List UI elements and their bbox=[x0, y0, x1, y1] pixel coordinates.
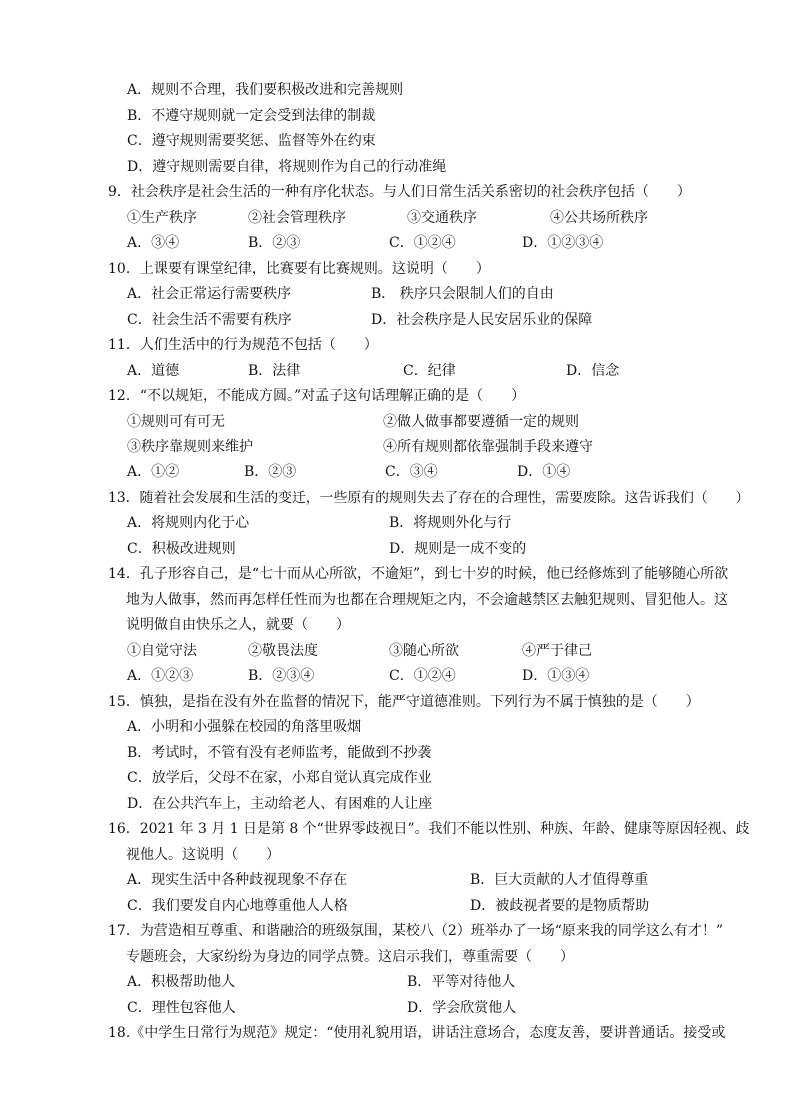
q16-stem-line-2: 视他人。这说明（ ） bbox=[126, 847, 280, 863]
q9-item-4: ④公共场所秩序 bbox=[550, 210, 648, 226]
q16-option-b: B．巨大贡献的人才值得尊重 bbox=[470, 872, 649, 888]
q17-option-d: D．学会欣赏他人 bbox=[407, 1000, 517, 1016]
q17-stem-line-2: 专题班会，大家纷纷为身边的同学点赞。这启示我们，尊重需要（ ） bbox=[126, 949, 574, 965]
q16-option-c: C．我们要发自内心地尊重他人人格 bbox=[127, 898, 348, 914]
q12-options bbox=[127, 462, 727, 482]
q13-stem: 13．随着社会发展和生活的变迁，一些原有的规则失去了存在的合理性，需要废除。这告诉我们（ ） bbox=[108, 490, 750, 506]
q15-option-b: B．考试时，不管有没有老师监考，能做到不抄袭 bbox=[127, 745, 432, 761]
q14-stem-line-3: 说明做自由快乐之人，就要（ ） bbox=[126, 617, 350, 633]
q14-item-4: ④严于律己 bbox=[522, 643, 592, 659]
q8-option-d: D．遵守规则需要自律，将规则作为自己的行动准绳 bbox=[127, 159, 447, 175]
q14-options bbox=[127, 666, 727, 686]
q17-option-b: B．平等对待他人 bbox=[407, 974, 516, 990]
q14-option-c: C．①②④ bbox=[389, 668, 456, 684]
q14-option-d: D．①③④ bbox=[522, 668, 590, 684]
q13-option-d: D．规则是一成不变的 bbox=[389, 541, 527, 557]
q17-option-a: A．积极帮助他人 bbox=[127, 974, 236, 990]
q12-item-3: ③秩序靠规则来维护 bbox=[127, 439, 253, 455]
q9-item-2: ②社会管理秩序 bbox=[248, 210, 346, 226]
q9-item-3: ③交通秩序 bbox=[407, 210, 477, 226]
q12-stem: 12．“不以规矩，不能成方圆。”对孟子这句话理解正确的是（ ） bbox=[108, 388, 526, 404]
q8-option-b: B．不遵守规则就一定会受到法律的制裁 bbox=[127, 108, 376, 124]
q11-option-a: A．道德 bbox=[127, 363, 180, 379]
q14-item-1: ①自觉守法 bbox=[127, 643, 197, 659]
q12-option-d: D．①④ bbox=[517, 464, 571, 480]
q9-stem: 9．社会秩序是社会生活的一种有序化状态。与人们日常生活关系密切的社会秩序包括（ ） bbox=[108, 184, 691, 200]
q17-options-row1 bbox=[127, 972, 727, 992]
q11-stem: 11．人们生活中的行为规范不包括（ ） bbox=[108, 337, 378, 353]
q10-option-a: A．社会正常运行需要秩序 bbox=[127, 286, 292, 302]
q10-options-row2 bbox=[127, 310, 727, 330]
q17-stem-line-1: 17．为营造相互尊重、和谐融洽的班级氛围，某校八（2）班举办了一场“原来我的同学这么有才！” bbox=[108, 923, 724, 939]
q15-stem: 15．慎独，是指在没有外在监督的情况下，能严守道德准则。下列行为不属于慎独的是（ ） bbox=[108, 694, 700, 710]
q16-stem-line-1: 16．2021 年 3 月 1 日是第 8 个“世界零歧视日”。我们不能以性别、种族、年龄、健康等原因轻视、歧 bbox=[108, 821, 750, 837]
q14-items bbox=[127, 641, 727, 661]
q9-option-d: D．①②③④ bbox=[522, 235, 604, 251]
q10-option-d: D．社会秩序是人民安居乐业的保障 bbox=[371, 312, 593, 328]
q15-option-d: D．在公共汽车上，主动给老人、有困难的人让座 bbox=[127, 796, 433, 812]
q14-item-3: ③随心所欲 bbox=[389, 643, 459, 659]
q9-option-c: C．①②④ bbox=[389, 235, 456, 251]
q13-option-c: C．积极改进规则 bbox=[127, 541, 236, 557]
q15-option-a: A．小明和小强躲在校园的角落里吸烟 bbox=[127, 719, 362, 735]
q9-items bbox=[127, 208, 727, 228]
q14-option-a: A．①②③ bbox=[127, 668, 194, 684]
q12-option-c: C．③④ bbox=[385, 464, 438, 480]
q17-option-c: C．理性包容他人 bbox=[127, 1000, 236, 1016]
q13-option-b: B．将规则外化与行 bbox=[389, 515, 512, 531]
q12-items-row2 bbox=[127, 437, 727, 457]
q11-option-d: D．信念 bbox=[566, 363, 620, 379]
q13-options-row1 bbox=[127, 513, 727, 533]
q9-item-1: ①生产秩序 bbox=[127, 210, 197, 226]
q16-options-row1 bbox=[127, 870, 727, 890]
q16-option-d: D．被歧视者要的是物质帮助 bbox=[470, 898, 650, 914]
q14-stem-line-2: 地为人做事，然而再怎样任性而为也都在合理规矩之内，不会逾越禁区去触犯规则、冒犯他人。这 bbox=[126, 592, 728, 608]
q12-option-a: A．①② bbox=[127, 464, 180, 480]
q12-items-row1 bbox=[127, 412, 727, 432]
q11-option-b: B．法律 bbox=[248, 363, 301, 379]
q14-stem-line-1: 14．孔子形容自己，是“七十而从心所欲，不逾矩”，到七十岁的时候，他已经修炼到了能够随心所欲 bbox=[108, 566, 729, 582]
q9-option-b: B．②③ bbox=[248, 235, 301, 251]
q9-options bbox=[127, 233, 727, 253]
q18-stem: 18.《中学生日常行为规范》规定：“使用礼貌用语，讲话注意场合，态度友善，要讲普通话。接受或 bbox=[108, 1025, 726, 1041]
q15-option-c: C．放学后，父母不在家，小郑自觉认真完成作业 bbox=[127, 770, 432, 786]
q10-option-c: C．社会生活不需要有秩序 bbox=[127, 312, 292, 328]
q10-option-b: B． 秩序只会限制人们的自由 bbox=[371, 286, 554, 302]
q11-options bbox=[127, 361, 727, 381]
q8-option-c: C．遵守规则需要奖惩、监督等外在约束 bbox=[127, 133, 376, 149]
q12-item-1: ①规则可有可无 bbox=[127, 414, 225, 430]
q13-option-a: A．将规则内化于心 bbox=[127, 515, 250, 531]
q16-option-a: A．现实生活中各种歧视现象不存在 bbox=[127, 872, 348, 888]
q11-option-c: C．纪律 bbox=[403, 363, 456, 379]
q16-options-row2 bbox=[127, 896, 727, 916]
q10-stem: 10．上课要有课堂纪律，比赛要有比赛规则。这说明（ ） bbox=[108, 261, 490, 277]
q14-item-2: ②敬畏法度 bbox=[248, 643, 318, 659]
q17-options-row2 bbox=[127, 998, 727, 1018]
q10-options-row1 bbox=[127, 284, 727, 304]
q9-option-a: A．③④ bbox=[127, 235, 180, 251]
q14-option-b: B．②③④ bbox=[248, 668, 315, 684]
q12-option-b: B．②③ bbox=[244, 464, 297, 480]
q12-item-4: ④所有规则都依靠强制手段来遵守 bbox=[383, 439, 593, 455]
q8-option-a: A．规则不合理，我们要积极改进和完善规则 bbox=[127, 82, 404, 98]
q12-item-2: ②做人做事都要遵循一定的规则 bbox=[383, 414, 579, 430]
q13-options-row2 bbox=[127, 539, 727, 559]
